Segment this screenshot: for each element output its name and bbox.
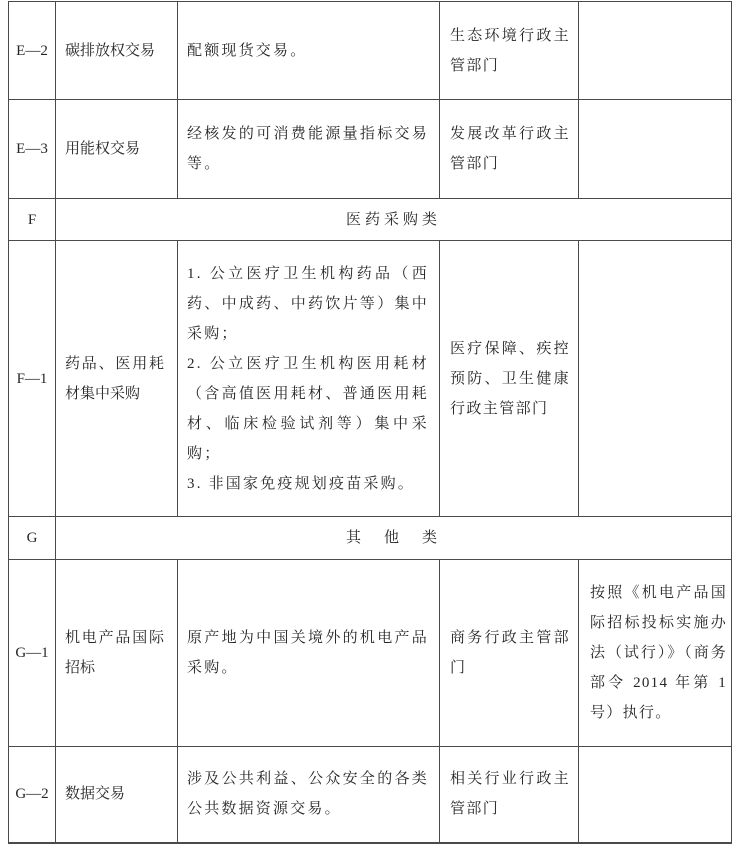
- table-row-g2: [9, 747, 732, 843]
- row-department: 商务行政主管部门: [440, 560, 579, 747]
- description-paragraph: 3. 非国家免疫规划疫苗采购。: [187, 475, 416, 492]
- table-row-g1: [9, 560, 732, 747]
- row-name: 用能权交易: [56, 100, 178, 199]
- category-code: G: [9, 517, 56, 560]
- row-description: [178, 747, 440, 843]
- row-notes: 按照《机电产品国际招标投标实施办法（试行）》（商务部令 2014 年第 1 号）执行。: [579, 560, 732, 747]
- description-paragraph: 涉及公共利益、公众安全的各类公共数据资源交易。: [187, 771, 429, 818]
- row-code: F—1: [9, 241, 56, 517]
- row-code: G—2: [9, 747, 56, 843]
- description-paragraph: 经核发的可消费能源量指标交易等。: [187, 126, 429, 172]
- category-title: 医药采购类: [56, 199, 732, 241]
- row-name: 数据交易: [56, 747, 178, 843]
- row-notes: [579, 747, 732, 843]
- trading-categories-table: [8, 1, 732, 844]
- description-paragraph: 1. 公立医疗卫生机构药品（西药、中成药、中药饮片等）集中采购；: [187, 265, 429, 342]
- table-row-f1: [9, 241, 732, 517]
- row-description: [178, 560, 440, 747]
- row-description: [178, 100, 440, 199]
- category-title: 其 他 类: [56, 517, 732, 560]
- table-row-e3: [9, 100, 732, 199]
- row-code: E—3: [9, 100, 56, 199]
- row-department: 相关行业行政主管部门: [440, 747, 579, 843]
- row-name: 机电产品国际招标: [56, 560, 178, 747]
- row-description: [178, 2, 440, 100]
- row-notes: [579, 241, 732, 517]
- row-notes: [579, 100, 732, 199]
- description-paragraph: 2. 公立医疗卫生机构医用耗材（含高值医用耗材、普通医用耗材、临床检验试剂等）集中采购；: [187, 355, 429, 462]
- category-row-f: [9, 199, 732, 241]
- row-description: [178, 241, 440, 517]
- row-name: 药品、医用耗材集中采购: [56, 241, 178, 517]
- category-row-g: [9, 517, 732, 560]
- description-paragraph: 配额现货交易。: [187, 42, 308, 59]
- description-paragraph: 原产地为中国关境外的机电产品采购。: [187, 630, 429, 676]
- table-row-e2: [9, 2, 732, 100]
- row-department: 生态环境行政主管部门: [440, 2, 579, 100]
- row-department: 发展改革行政主管部门: [440, 100, 579, 199]
- row-code: E—2: [9, 2, 56, 100]
- row-code: G—1: [9, 560, 56, 747]
- category-code: F: [9, 199, 56, 241]
- row-department: 医疗保障、疾控预防、卫生健康行政主管部门: [440, 241, 579, 517]
- row-name: 碳排放权交易: [56, 2, 178, 100]
- row-notes: [579, 2, 732, 100]
